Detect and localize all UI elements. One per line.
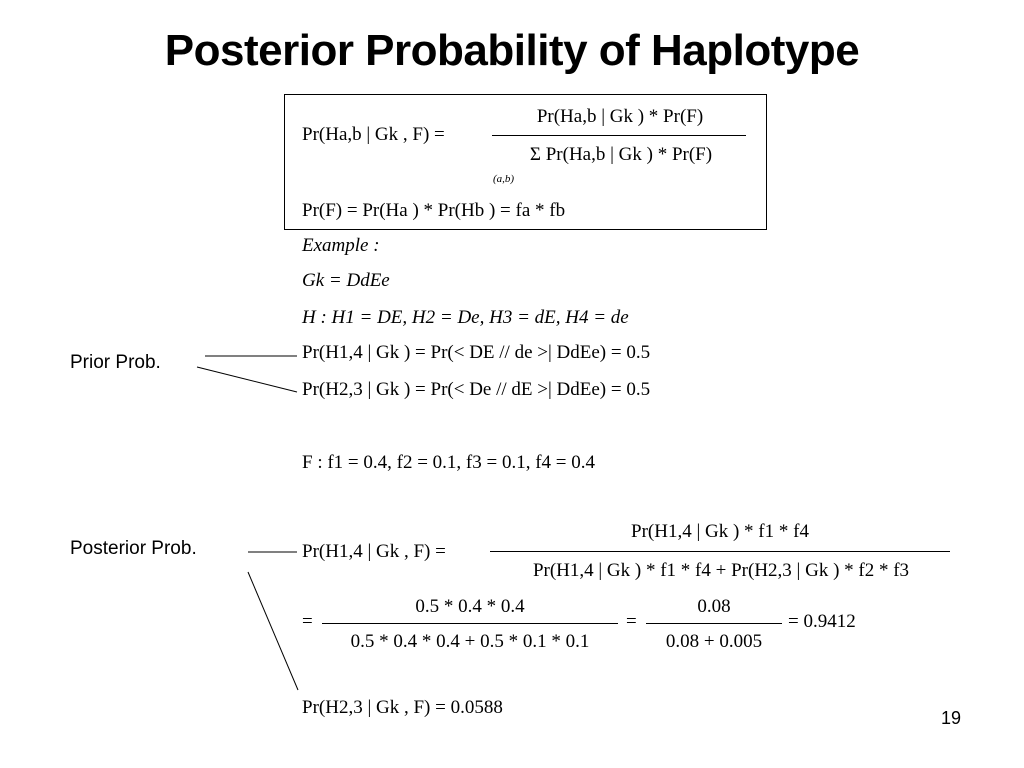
eq1-numerator: Pr(Ha,b | Gk ) * Pr(F) [536,106,704,127]
prior-prob-14: Pr(H1,4 | Gk ) = Pr(< DE // de >| DdEe) = 0.5 [302,342,651,363]
eq2-prior-f: Pr(F) = Pr(Ha ) * Pr(Hb ) = fa * fb [302,200,566,221]
posterior-numerator: Pr(H1,4 | Gk ) * f1 * f4 [631,521,809,542]
page-number: 19 [940,708,961,728]
calc-numerator-1: 0.5 * 0.4 * 0.4 [415,596,525,617]
posterior-lhs: Pr(H1,4 | Gk , F) = [302,541,446,562]
calc-denominator-2: 0.08 + 0.005 [665,631,763,652]
eq1-lhs: Pr(Ha,b | Gk , F) = [302,124,445,145]
prior-prob-label: Prior Prob. [70,352,161,373]
haplotype-frequencies: F : f1 = 0.4, f2 = 0.1, f3 = 0.1, f4 = 0.4 [302,452,596,473]
calc-denominator-1: 0.5 * 0.4 * 0.4 + 0.5 * 0.1 * 0.1 [350,631,590,652]
posterior-prob-label: Posterior Prob. [70,538,197,559]
posterior-connector-2 [248,572,298,690]
posterior-denominator: Pr(H1,4 | Gk ) * f1 * f4 + Pr(H2,3 | Gk ) * f2 * f3 [532,560,910,581]
eq1-denominator: Σ Pr(Ha,b | Gk ) * Pr(F) [529,144,713,165]
calc-equals-1: = [302,611,313,632]
prior-connector-2 [197,367,297,392]
calc-equals-2: = [626,611,637,632]
example-genotype: Gk = DdEe [302,270,390,291]
example-heading: Example : [302,235,380,256]
slide-title: Posterior Probability of Haplotype [164,26,860,75]
calc-result: = 0.9412 [788,611,856,632]
eq1-sum-index: (a,b) [493,173,515,185]
calc-numerator-2: 0.08 [697,596,731,617]
posterior-23: Pr(H2,3 | Gk , F) = 0.0588 [302,697,503,718]
example-haplotypes: H : H1 = DE, H2 = De, H3 = dE, H4 = de [302,307,629,328]
prior-prob-23: Pr(H2,3 | Gk ) = Pr(< De // dE >| DdEe) = 0.5 [302,379,651,400]
